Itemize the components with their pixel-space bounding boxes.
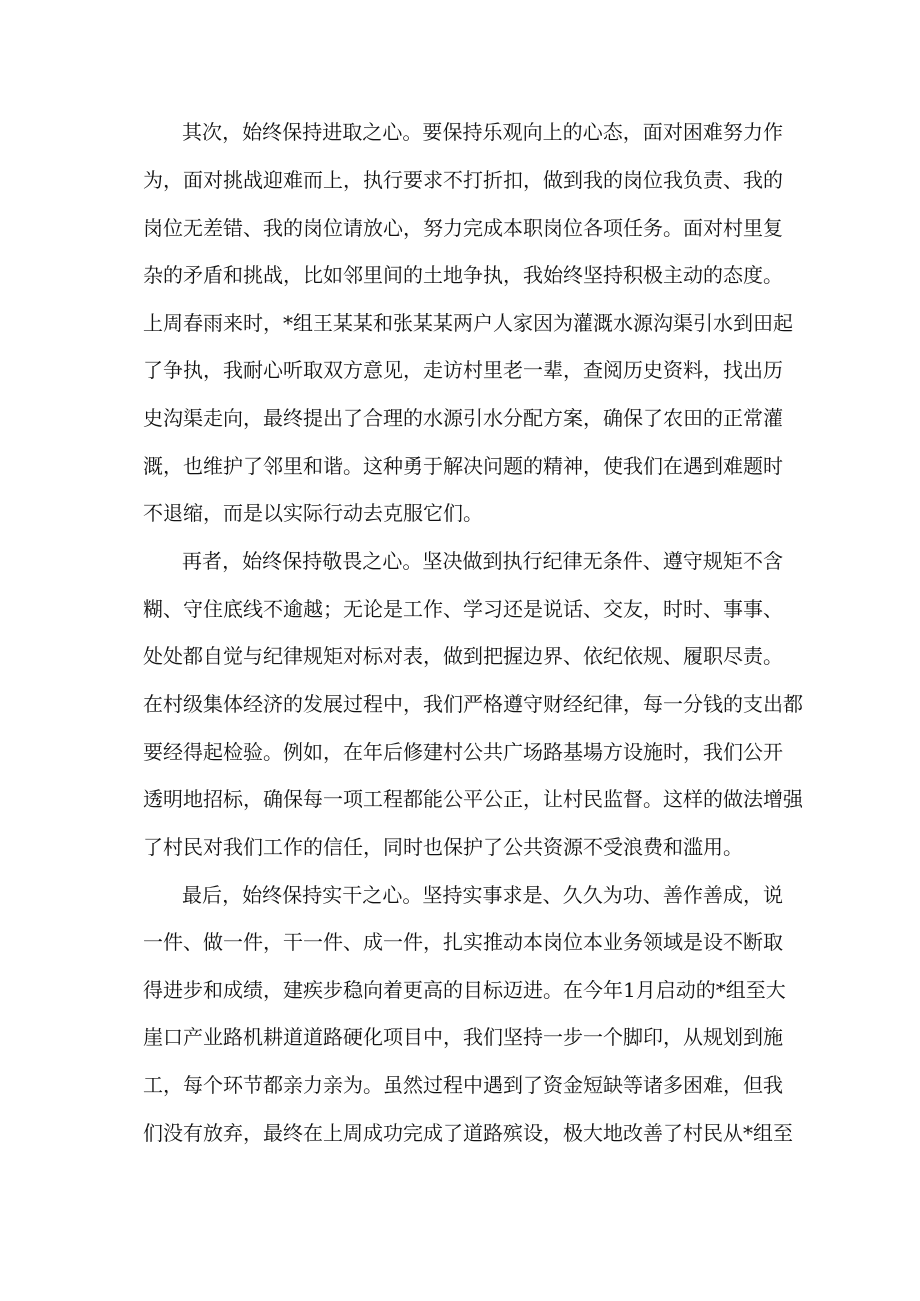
paragraph-line: 了争执，我耐心听取双方意见，走访村里老一辈，查阅历史资料，找出历 <box>143 358 783 382</box>
paragraph-line: 得进步和成绩，建疾步稳向着更高的目标迈进。在今年1月启动的*组至大 <box>143 978 786 1002</box>
paragraph-line: 杂的矛盾和挑战，比如邻里间的土地争执，我始终坚持积极主动的态度。 <box>143 263 783 287</box>
paragraph-line: 为，面对挑战迎难而上，执行要求不打折扣，做到我的岗位我负责、我的 <box>143 168 783 192</box>
paragraph-line: 了村民对我们工作的信任，同时也保护了公共资源不受浪费和滥用。 <box>143 835 743 859</box>
paragraph-line: 史沟渠走向，最终提出了合理的水源引水分配方案，确保了农田的正常灌 <box>143 406 783 430</box>
paragraph-line: 们没有放弃，最终在上周成功完成了道路殡设，极大地改善了村民从*组至 <box>143 1121 793 1145</box>
paragraph-line: 在村级集体经济的发展过程中，我们严格遵守财经纪律，每一分钱的支出都 <box>143 692 803 716</box>
paragraph-line: 不退缩，而是以实际行动去克服它们。 <box>143 501 483 525</box>
paragraph-line: 上周春雨来时，*组王某某和张某某两户人家因为灌溉水源沟渠引水到田起 <box>143 311 793 335</box>
paragraph-line: 糊、守住底线不逾越；无论是工作、学习还是说话、交友，时时、事事、 <box>143 597 783 621</box>
paragraph-line: 其次，始终保持进取之心。要保持乐观向上的心态，面对困难努力作 <box>182 120 783 144</box>
paragraph-line: 溉，也维护了邻里和谐。这种勇于解决问题的精神，使我们在遇到难题时 <box>143 454 783 478</box>
paragraph-line: 一件、做一件，干一件、成一件，扎实推动本岗位本业务领域是设不断取 <box>143 930 783 954</box>
paragraph-line: 崖口产业路机耕道道路硬化项目中，我们坚持一步一个脚印，从规划到施 <box>143 1025 783 1049</box>
paragraph-line: 工，每个环节都亲力亲为。虽然过程中遇到了资金短缺等诸多困难，但我 <box>143 1073 783 1097</box>
paragraph-line: 处处都自觉与纪律规矩对标对表，做到把握边界、依纪依规、履职尽责。 <box>143 644 783 668</box>
paragraph-line: 要经得起检验。例如，在年后修建村公共广场路基場方设施时，我们公开 <box>143 740 783 764</box>
paragraph-line: 透明地招标，确保每一项工程都能公平公正，让村民监督。这样的做法增强 <box>143 787 803 811</box>
paragraph-line: 再者，始终保持敬畏之心。坚决做到执行纪律无条件、遵守规矩不含 <box>182 549 783 573</box>
paragraph-line: 最后，始终保持实干之心。坚持实事求是、久久为功、善作善成，说 <box>182 883 783 907</box>
paragraph-line: 岗位无差错、我的岗位请放心，努力完成本职岗位各项任务。面对村里复 <box>143 216 783 240</box>
